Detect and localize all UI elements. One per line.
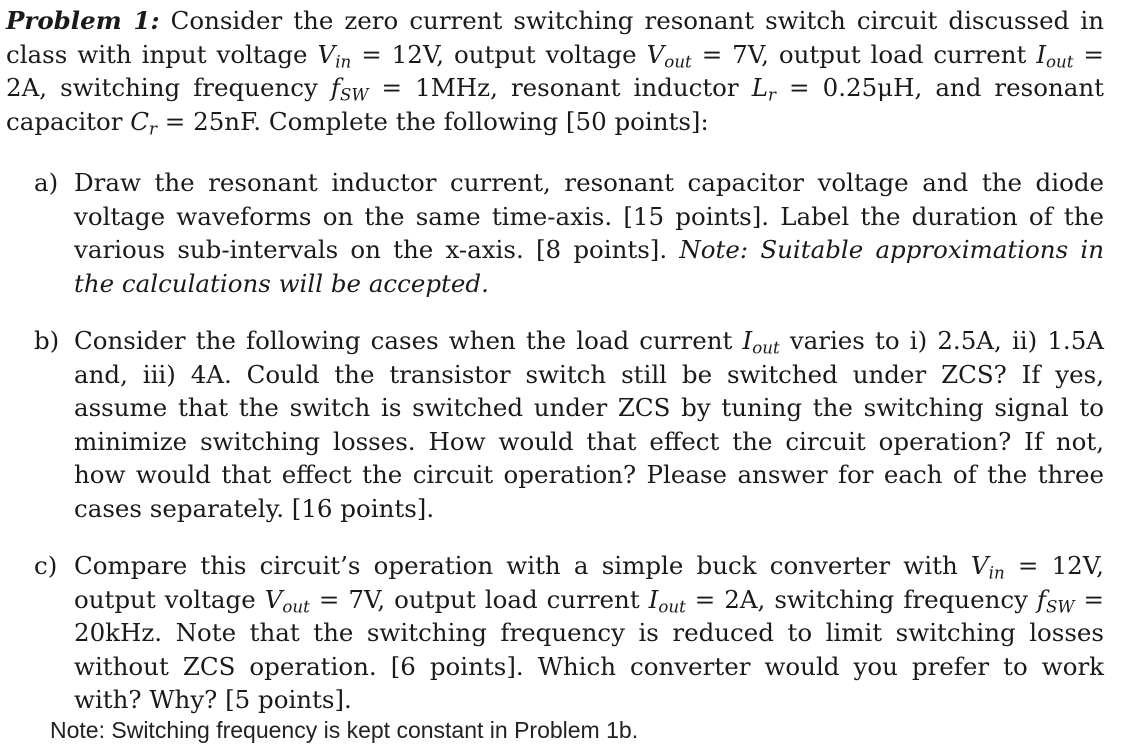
vout-value: = 7V, [701, 39, 769, 69]
part-b-end: varies to i) 2.5A, ii) 1.5A and, iii) 4A. Could the transistor switch still be switched under ZCS? If yes, assume that the switch is switched under ZCS by tuning the switching signal to minimize switching losses. How would that effect the circuit operation? If not, how would that effect the circuit operation? Please answer for each of the three cases separately. [16 points]. [74, 326, 1104, 523]
part-b-start: Consider the following cases when the load current [74, 326, 733, 355]
part-c-vin-value: = 12V, [1017, 551, 1104, 580]
cr-value: = 25nF. [164, 106, 262, 136]
part-b-iout-symbol: $I_{out}$ [742, 326, 780, 358]
part-c-vout-value: = 7V, [318, 584, 386, 614]
vin-value: = 12V, [361, 39, 445, 69]
part-c-iout-value: = 2A, [694, 584, 766, 614]
vout-text: output voltage [453, 39, 637, 69]
part-c [6, 549, 1104, 717]
part-c-fsw-symbol: $f_{SW}$ [1036, 584, 1075, 617]
vout-symbol: $V_{out}$ [646, 39, 692, 72]
part-c-vout-symbol: $V_{out}$ [264, 584, 310, 617]
part-c-iout-text: output load current [394, 584, 640, 614]
closing-text: Complete the following [50 points]: [268, 106, 709, 136]
part-c-fsw-text: switching frequency [774, 584, 1028, 614]
intro-text: Consider the zero current switching resonant switch circuit discussed in class with input voltage [6, 6, 1104, 69]
part-c-iout-symbol: $I_{out}$ [648, 584, 686, 617]
part-b [6, 324, 1104, 525]
footer-note: Note: Switching frequency is kept constant in Problem 1b. [50, 717, 639, 743]
part-a-body: Draw the resonant inductor current, resonant capacitor voltage and the diode voltage waveforms on the same time-axis. [15 points]. Label the duration of the various sub-intervals on the x-axis. [8 points]. [74, 168, 1104, 264]
iout-value: = 2A, [6, 39, 1104, 102]
part-c-start: Compare this circuit’s operation with a simple buck converter with [74, 551, 958, 580]
problem-statement [6, 4, 1104, 138]
part-a-text [74, 166, 1104, 300]
part-c-text [74, 549, 1104, 717]
cr-symbol: $C_r$ [130, 106, 157, 139]
part-c-marker: c) [34, 551, 58, 580]
iout-text: output load current [778, 39, 1027, 69]
part-c-end: Note that the switching frequency is reduced to limit switching losses without ZCS operation. [6 points]. Which converter would you prefer to work with? Why? [5 points]. [74, 618, 1104, 714]
part-b-text [74, 324, 1104, 525]
iout-symbol: $I_{out}$ [1036, 39, 1074, 72]
part-c-vout-text: output voltage [74, 584, 256, 614]
fsw-text: switching frequency [60, 73, 318, 102]
lr-symbol: $L_r$ [751, 73, 776, 105]
part-a-marker: a) [34, 168, 59, 197]
fsw-value: = 1MHz, [381, 73, 498, 102]
cr-text: and resonant capacitor [6, 73, 1104, 136]
lr-value: = 0.25μH, [789, 73, 923, 102]
part-a-note: Note: Suitable approximations in the calculations will be accepted. [74, 235, 1104, 298]
problem-document [6, 4, 1104, 741]
vin-symbol: $V_{in}$ [317, 39, 352, 72]
lr-text: resonant inductor [510, 73, 739, 102]
problem-heading: Problem 1: [6, 6, 160, 35]
part-a [6, 166, 1104, 300]
part-c-vin-symbol: $V_{in}$ [970, 551, 1005, 583]
part-c-fsw-value: = 20kHz. [74, 584, 1105, 647]
part-b-marker: b) [34, 326, 60, 355]
fsw-symbol: $f_{SW}$ [330, 73, 369, 105]
